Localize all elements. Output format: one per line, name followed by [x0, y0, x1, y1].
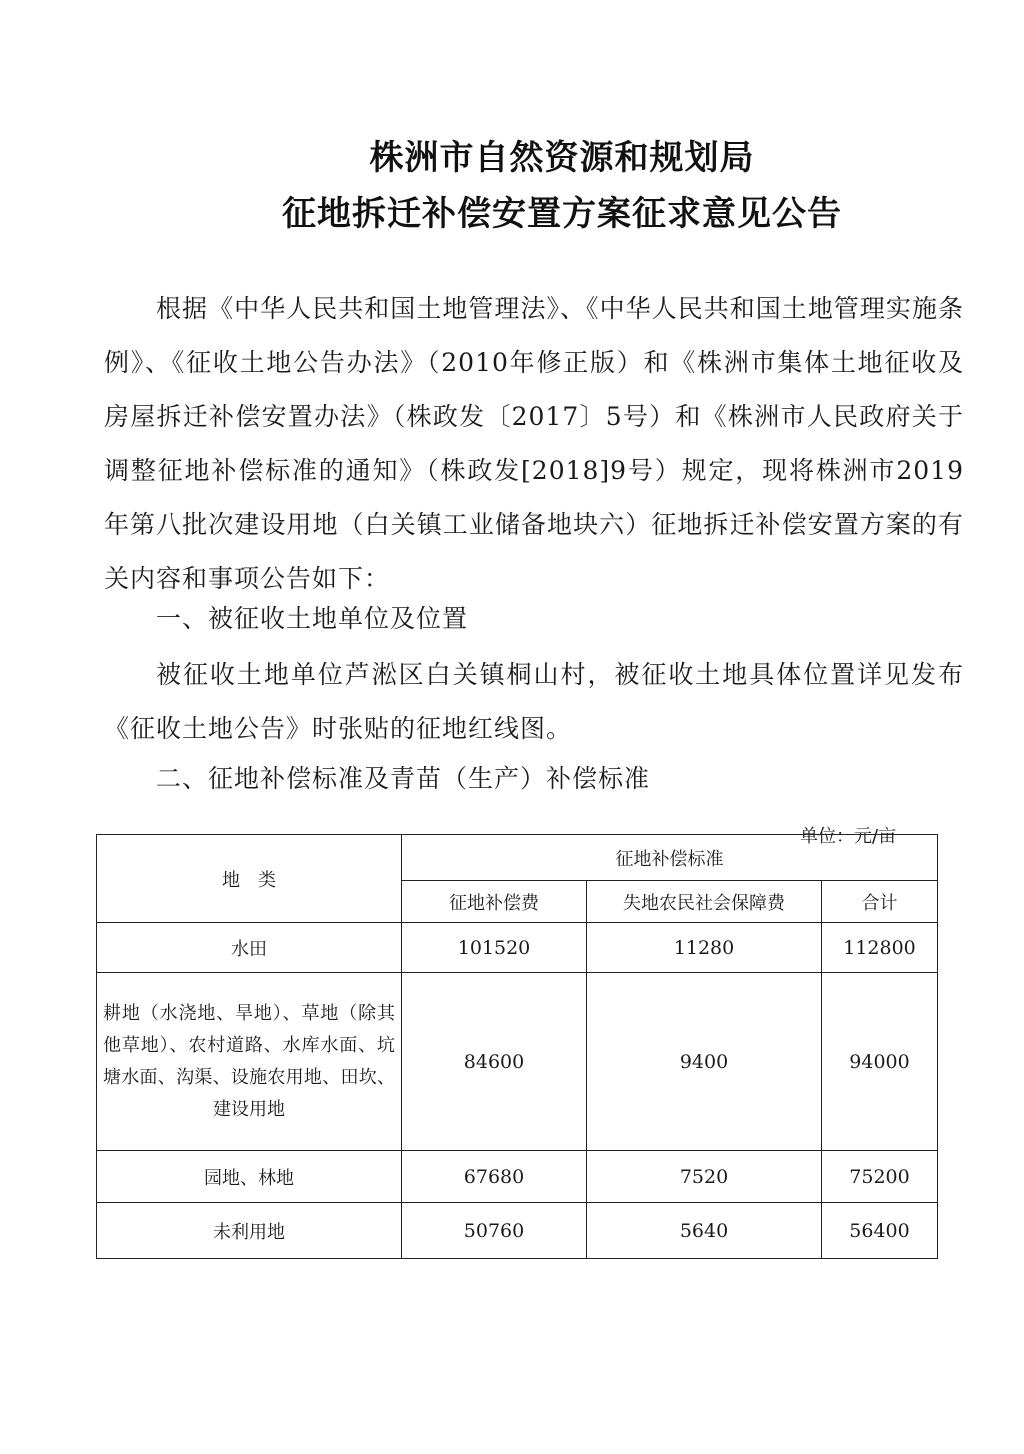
compensation-table — [96, 834, 938, 1259]
section-1-body: 被征收土地单位芦淞区白关镇桐山村，被征收土地具体位置详见发布《征收土地公告》时张贴的征地红线图。 — [104, 660, 964, 743]
compensation-cell: 101520 — [402, 923, 587, 973]
security-cell: 11280 — [587, 923, 822, 973]
compensation-cell: 67680 — [402, 1151, 587, 1203]
section-1-heading: 一、被征收土地单位及位置 — [156, 604, 469, 633]
compensation-cell: 84600 — [402, 973, 587, 1151]
compensation-cell: 50760 — [402, 1203, 587, 1259]
header-social-security-fee: 失地农民社会保障费 — [587, 881, 822, 923]
header-compensation-fee: 征地补偿费 — [402, 881, 587, 923]
total-cell: 56400 — [822, 1203, 938, 1259]
table-header-row — [97, 835, 938, 881]
header-compensation-standard: 征地补偿标准 — [402, 835, 938, 881]
table-row — [97, 1151, 938, 1203]
document-title-line-1: 株洲市自然资源和规划局 — [369, 138, 755, 178]
security-cell: 7520 — [587, 1151, 822, 1203]
unit-label: 单位：元/亩 — [800, 826, 897, 847]
total-cell: 94000 — [822, 973, 938, 1151]
land-type-cell: 水田 — [97, 923, 402, 973]
intro-paragraph: 根据《中华人民共和国土地管理法》、《中华人民共和国土地管理实施条例》、《征收土地公告办法》（2010年修正版）和《株洲市集体土地征收及房屋拆迁补偿安置办法》（株政发〔2017〕5号）和《株洲市人民政府关于调整征地补偿标准的通知》（株政发[2018]9号）规定，现将株洲市2019年第八批次建设用地（白关镇工业储备地块六）征地拆迁补偿安置方案的有关内容和事项公告如下： — [104, 294, 964, 593]
security-cell: 5640 — [587, 1203, 822, 1259]
total-cell: 75200 — [822, 1151, 938, 1203]
document-title-line-2: 征地拆迁补偿安置方案征求意见公告 — [282, 194, 842, 234]
table-row — [97, 973, 938, 1151]
table-row — [97, 923, 938, 973]
land-type-cell: 园地、林地 — [97, 1151, 402, 1203]
header-land-type: 地 类 — [97, 835, 402, 923]
table-row — [97, 1203, 938, 1259]
section-2-heading: 二、征地补偿标准及青苗（生产）补偿标准 — [156, 764, 651, 793]
land-type-cell: 耕地（水浇地、旱地）、草地（除其他草地）、农村道路、水库水面、坑塘水面、沟渠、设施农用地、田坎、建设用地 — [97, 973, 402, 1151]
total-cell: 112800 — [822, 923, 938, 973]
security-cell: 9400 — [587, 973, 822, 1151]
header-total: 合计 — [822, 881, 938, 923]
land-type-cell: 未利用地 — [97, 1203, 402, 1259]
